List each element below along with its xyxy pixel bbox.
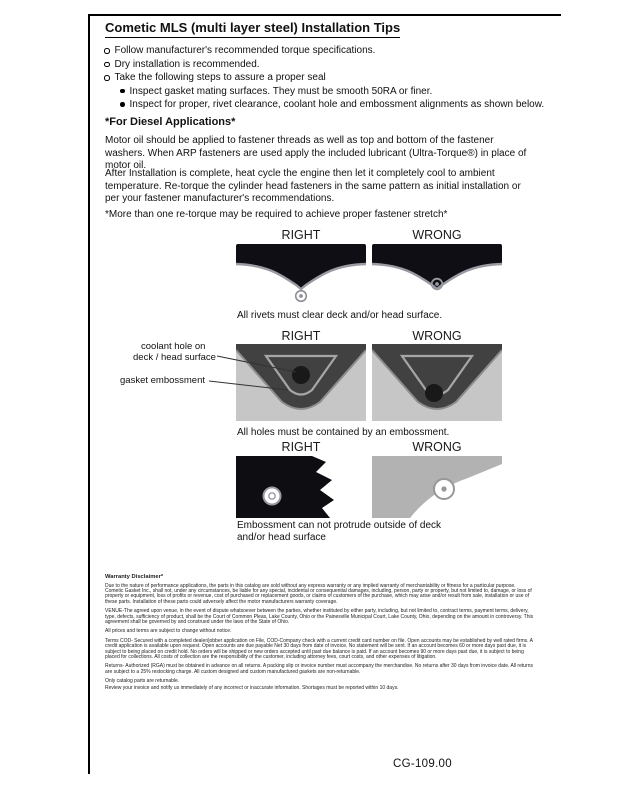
sub-tip-text: Inspect for proper, rivet clearance, coolant hole and embossment alignments as shown below. [129, 99, 545, 110]
list-sub-item [120, 99, 554, 110]
list-sub-item [120, 86, 554, 97]
diesel-paragraph-1: Motor oil should be applied to fastener threads as well as top and bottom of the fastener washers. When ARP fasteners are used apply the included lubricant (Ultra-Torque®) in place of motor oil. [105, 135, 527, 171]
diesel-applications-heading: *For Diesel Applications* [105, 116, 236, 128]
coolant-hole-label: coolant hole on [141, 341, 206, 352]
installation-tips-list [104, 45, 554, 113]
list-item [104, 72, 554, 83]
row2-wrong-label: WRONG [412, 329, 462, 343]
deck-edge-wrong-diagram [372, 456, 502, 523]
list-item [104, 45, 554, 56]
legal-paragraph: Only catalog parts are returnable. [105, 678, 180, 685]
warranty-disclaimer-heading: Warranty Disclaimer* [105, 574, 164, 580]
warranty-disclaimer-block [105, 574, 535, 695]
document-number: CG-109.00 [393, 758, 452, 770]
list-item [104, 59, 554, 70]
embossment-right-diagram [236, 344, 366, 426]
deck-edge-right-diagram [236, 456, 366, 523]
open-bullet-icon [104, 48, 110, 54]
embossment-wrong-diagram [372, 344, 502, 426]
row1-caption: All rivets must clear deck and/or head surface. [237, 310, 443, 321]
legal-paragraph: Returns- Authorized (RGA) must be obtained in advance on all returns. A packing slip or invoice number must accompany the merchandise. No returns after 30 days from invoice date. All returns are subject to a 25% restocking charge. All custom designed and custom manufactured gaskets are non-returnable. [105, 663, 533, 675]
coolant-hole-label-line2: deck / head surface [133, 352, 216, 363]
tip-text: Follow manufacturer's recommended torque specifications. [114, 45, 376, 56]
sub-tip-text: Inspect gasket mating surfaces. They must be smooth 50RA or finer. [129, 85, 433, 97]
embossment-inside-deck-illustration [236, 456, 366, 518]
page-border-top [88, 14, 561, 16]
page-title: Cometic MLS (multi layer steel) Installation Tips [105, 20, 400, 38]
row1-wrong-label: WRONG [412, 228, 462, 242]
gasket-embossment-label: gasket embossment [120, 375, 206, 386]
open-bullet-icon [104, 75, 110, 81]
rivet-right-diagram [236, 244, 366, 309]
hole-contained-right-illustration [236, 344, 366, 421]
open-bullet-icon [104, 62, 110, 68]
diesel-paragraph-2: After Installation is complete, heat cycle the engine then let it completely cool to ambient temperature. Re-torque the cylinder head fasteners in the same pattern as initial installation or per your fastener manufacturer's recommendations. [105, 168, 521, 204]
legal-paragraph: VENUE-The agreed upon venue, in the event of dispute whatsoever between the parties, whether instituted by either party, including, but not limited to, contract terms, payment terms, delivery, type, defects, sufficiency of product, shall be the Court of Common Pleas, Lake County, Ohio or the Painesville Municipal Court, Lake County, Ohio, depending on the amount in controversy. This agreement shall be governed by and construed under the laws of the State of Ohio. [105, 608, 534, 625]
row3-wrong-label: WRONG [412, 440, 462, 454]
filled-bullet-icon [120, 102, 125, 107]
row3-caption-line1: Embossment can not protrude outside of deck [237, 520, 442, 531]
row2-right-label: RIGHT [281, 329, 321, 343]
hole-outside-wrong-illustration [372, 344, 502, 421]
rivet-clear-right-illustration [236, 244, 366, 304]
row3-right-label: RIGHT [281, 440, 321, 454]
filled-bullet-icon [120, 89, 125, 94]
legal-paragraph: Terms COD- Secured with a completed dealer/jobber application on File, COD-Company check with a current credit card number on file. Open accounts may be established by well rated firms. A credit application is available upon request. Open accounts are due payable Net 30 days from date of invoice. No statement will be sent. If an account becomes 60 or more days past due, it is subject to being placed on credit hold. No orders will be shipped or new orders accepted until past due balance is paid. If an account becomes 90 or more days past due, it is subject to being placed for collections. All costs of collection are the responsibility of the customer, including attorney fees, court costs, and other expenses of litigation. [105, 638, 533, 660]
rivet-wrong-diagram [372, 244, 502, 309]
row2-caption: All holes must be contained by an embossment. [237, 427, 450, 438]
legal-paragraph: Review your invoice and notify us immediately of any incorrect or inaccurate information. Shortages must be reported within 10 days. [105, 684, 399, 691]
rivet-overlap-wrong-illustration [372, 244, 502, 304]
page-border-left [88, 14, 90, 774]
row1-right-label: RIGHT [281, 228, 321, 242]
legal-paragraph: Due to the nature of performance applications, the parts in this catalog are sold without any express warranty or any implied warranty of merchantability or fitness for a particular purpose. Cometic Gasket Inc., shall not, under any circumstances, be liable for any special, incidental or consequential damages, including, person, party or property, but not limited to, damage, or loss of property or equipment, loss of profits or revenue, cost of purchased or replacement goods, or claims of customers of the purchase, which may arise and/or result from sale, installation or use of these parts. Installation of these parts could adversely affect the motor manufacturers warranty coverage. [105, 583, 532, 605]
tip-text: Take the following steps to assure a proper seal [114, 72, 326, 83]
tip-text: Dry installation is recommended. [114, 58, 260, 70]
legal-paragraph: All prices and terms are subject to change without notice. [105, 628, 232, 635]
embossment-protruding-wrong-illustration [372, 456, 502, 518]
row3-caption-line2: and/or head surface [237, 532, 326, 543]
retorque-note: *More than one re-torque may be required to achieve proper fastener stretch* [105, 209, 448, 220]
